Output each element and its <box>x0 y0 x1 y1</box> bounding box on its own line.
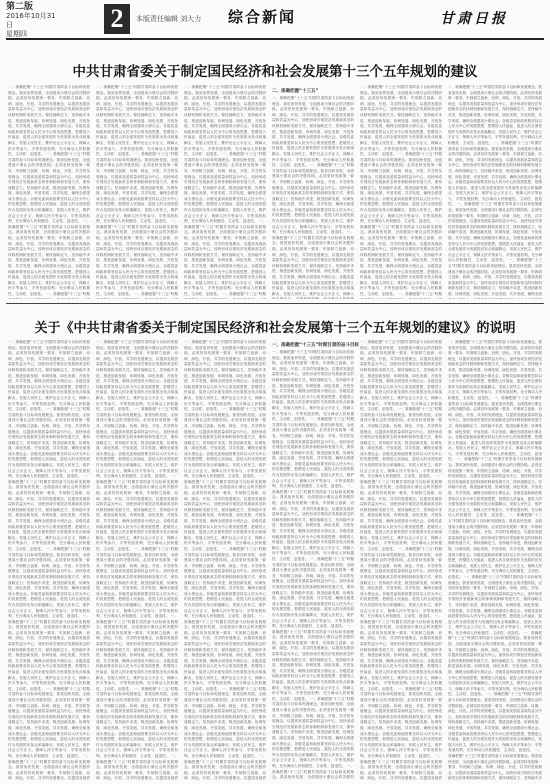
article-divider <box>6 303 544 304</box>
article-column: 一、准确把握“十三五”时期甘肃的奋斗目标和发展理念。我省加快发展、全面建成小康社会的决胜阶段。必须坚持发展第一要务，牢固树立创新、协调、绿色、开放、共享的发展理念，以提高发展质量和效益为中心，加快形成引领经济发展新常态的体制机制和发展方式，保持战略定力，坚持稳中求进，推进创新发展、协调发展、绿色发展、开放发展、共享发展，确保全面建成小康社会。各级党委和政府要坚持以人民为中心的发展思想，把增进人民福祉、促进人的全面发展作为发展的出发点和落脚点，发展人民民主，维护社会公平正义，保障人民平等参与、平等发展权利，充分调动人民积极性、主动性、创造性。 一、准确把握“十三五”时期甘肃的奋斗目标和发展理念。我省加快发展、全面建成小康社会的决胜阶段。必须坚持发展第一要务，牢固树立创新、协调、绿色、开放、共享的发展理念，以提高发展质量和效益为中心，加快形成引领经济发展新常态的体制机制和发展方式，保持战略定力，坚持稳中求进，推进创新发展、协调发展、绿色发展、开放发展、共享发展，确保全面建成小康社会。各级党委和政府要坚持以人民为中心的发展思想，把增进人民福祉、促进人的全面发展作为发展的出发点和落脚点，发展人民民主，维护社会公平正义，保障人民平等参与、平等发展权利，充分调动人民积极性、主动性、创造性。 一、准确把握“十三五”时期甘肃的奋斗目标和发展理念。我省加快发展、全面建成小康社会的决胜阶段。必须坚持发展第一要务，牢固树立创新、协调、绿色、开放、共享的发展理念，以提高发展质量和效益为中心，加快形成引领经济发展新常态的体制机制和发展方式，保持战略定力，坚持稳中求进，推进创新发展、协调发展、绿色发展、开放发展、共享发展，确保全面建成小康社会。各级党委和政府要坚持以人民为中心的发展思想，把增进人民福祉、促进人的全面发展作为发展的出发点和落脚点，发展人民民主，维护社会公平正义，保障人民平等参与、平等发展权利，充分调动人民积极性、主动性、创造性。 一、准确把握“十三五”时期甘肃的奋斗目标和发展理念。我省加快发展、全面建成小康社会的决胜阶段。必须坚持发展第一要务，牢固树立创新、协调、绿色、开放、共享的发展理念，以提高发展质量和效益为中心，加快形成引领经济发展新常态的体制机制和发展方式，保持战略定力，坚持稳中求进，推进创新发展、协调发展、绿色发展、开放发展、共享发展，确保全面建成小康社会。各级党委和政府要坚持以人民为中心的发展思想，把增进人民福祉、促进人的全面发展作为发展的出发点和落脚点，发展人民民主，维护社会公平正义，保障人民平等参与、平等发展权利，充分调动人民积极性、主动性、创造性。 一、准确把握“十三五”时期甘肃的奋斗目标和发展理念。我省加快发展、全面建成小康社会的决胜阶段。必须坚持发展第一要务，牢固树立创新、协调、绿色、开放、共享的发展理念，以提高发展质量和效益为中心，加快形成引领经济发展新常态的体制机制和发展方式，保持战略定力，坚持稳中求进，推进创新发展、协调发展、绿色发展、开放发展、共享发展，确保全面建成小康社会。各级党委和政府要坚持以人民为中心的发展思想，把增进人民福祉、促进人的全面发展作为发展的出发点和落脚点，发展人民民主，维护社会公平正义，保障人民平等参与、平等发展权利，充分调动人民积极性、主动性、创造性。 一、准确把握“十三五”时期甘肃的奋斗目标和发展理念。我省加快发展、全面建成小康社会的决胜阶段。必须坚持发展第一要务，牢固树立创新、协调、绿色、开放、共享的发展理念，以提高发展质量和效益为中心，加快形成引领经济发展新常态的体制机制和发展方式，保持战略定力，坚持稳中求进，推进创新发展、协调发展、绿色发展、开放发展、共享发展，确保全面建成小康社会。各级党委和政府要坚持以人民为中心的发展思想，把增进人民福祉、促进人的全面发展作为发展的出发点和落脚点，发展人民民主，维护社会公平正义，保障人民平等参与、平等发展权利，充分调动人民积极性、主动性、创造性。 一、准确把握“十三五”时期甘肃的奋斗目标和发展理念。我省加快发展、全面建成小康社会的决胜阶段。必须坚持发展第一要务，牢固树立创新、协调、绿色、开放、共享的发展理念，以提高发展质量和效益为中心，加快形成引领经济发展新常态的体制机制和发展方式，保持战略定力，坚持稳中求进，推进创新发展、协调发展、绿色发展、开放发展、共享发展，确保全面建成小康社会。各级党委和政府要坚持以人民为中心的发展思想，把增进人民福祉、促进人的全面发展作为发展的出发点和落脚点，发展人民民主，维护社会公平正义，保障人民平等参与、平等发展权利，充分调动人民积极性、主动性、创造性。 一、准确把握“十三五”时期甘肃的奋斗目标和发展理念。我省加快发展、全面建成小康社会的决胜阶段。必须坚持发展第一要务，牢固树立创新、协调、绿色、开放、共享的发展理念，以提高发展质量和效益为中心，加快形成引领经济发展新常态的体制机制和发展方式，保持战略定力，坚持稳中求 <box>448 340 542 780</box>
article-column: 一、准确把握“十三五”时期甘肃的奋斗目标和发展理念。我省加快发展、全面建成小康社会的决胜阶段。必须坚持发展第一要务，牢固树立创新、协调、绿色、开放、共享的发展理念，以提高发展质量和效益为中心，加快形成引领经济发展新常态的体制机制和发展方式，保持战略定力，坚持稳中求进，推进创新发展、协调发展、绿色发展、开放发展、共享发展，确保全面建成小康社会。各级党委和政府要坚持以人民为中心的发展思想，把增进人民福祉、促进人的全面发展作为发展的出发点和落脚点，发展人民民主，维护社会公平正义，保障人民平等参与、平等发展权利，充分调动人民积极性、主动性、创造性。 一、准确把握“十三五”时期甘肃的奋斗目标和发展理念。我省加快发展、全面建成小康社会的决胜阶段。必须坚持发展第一要务，牢固树立创新、协调、绿色、开放、共享的发展理念，以提高发展质量和效益为中心，加快形成引领经济发展新常态的体制机制和发展方式，保持战略定力，坚持稳中求进，推进创新发展、协调发展、绿色发展、开放发展、共享发展，确保全面建成小康社会。各级党委和政府要坚持以人民为中心的发展思想，把增进人民福祉、促进人的全面发展作为发展的出发点和落脚点，发展人民民主，维护社会公平正义，保障人民平等参与、平等发展权利，充分调动人民积极性、主动性、创造性。 一、准确把握“十三五”时期甘肃的奋斗目标和发展理念。我省加快发展、全面建成小康社会的决胜阶段。必须坚持发展第一要务，牢固树立创新、协调、绿色、开放、共享的发展理念，以提高发展质量和效益为中心，加快形成引领经济发展新常态的体制机制和发展方式，保持战略定力，坚持稳中求进，推进创新发展、协调发展、绿色发展、开放发展、共享发展，确保全面建成小康社会。各级党委和政府要坚持以人民为中心的发展思想，把增进人民福祉、促进人的全面发展作为发展的出发点和落脚点，发展人民民主，维护社会公平正义，保障人民平等参与、平等发展权利，充分调动人民积极性、主动性、创造性。 一、准确把握“十三五”时期甘肃的奋斗目标和发展理念。我省加快发展、全面建成小康社会的决胜阶段。必须坚持发展第一要务，牢固树立创新、协调、绿色、开放、共享的发展理念，以提高发展质量和效益为中心，加快形成引领经济发展新常态的体制机制和发展方式，保持战略定力，坚持稳中求进，推进创新发展、协调发展、绿色发展、开放发展、共享发展，确保全面建成小康社会。各级党委和政府要坚持以人民为中心的发展思想，把增进人民福祉、促进人的全面发展作为发展的出发点和落脚点，发展人民民主，维护社会公平正义，保障人民平等参与、平等发展权利，充分调动人民积极性、主动性、创造性。 一、准确把握“十三五”时期甘肃的奋斗目标和发展理念。我省加快发展、全面建成小康社会的决胜阶段。必须坚持发展第一要务，牢固树立创新、协调、绿色、开放、共享的发展理念，以提高发展质量和效益为中心，加快形成引领经济发展新常态的体制机制和发展方式，保持战略定力，坚持稳中求进，推进创新发展、协调发展、绿色发展、开放发展、共享发展，确保全面建成小康社会。各级党委和政府要坚持以人民为中心的发展思想，把增进人民福祉、促进人的全面发展作为发展的出发点和落脚点，发展人民民主，维护社会公平正义，保障人民平等参与、平等发展权利，充分调动人民积极性、主动性、创造性。 一、准确把握“十三五”时期甘肃的奋斗目标和发展理念。我省加快发展、全面建成小康社会的决胜阶段。必须坚持发展第一要务，牢固树立创新、协调、绿色、开放、共享的发展理念，以提高发展质量和效益为中心，加快形成引领经济发展新常态的体制机制和发展方式，保持战略定力，坚持稳中求进，推进创新发展、协调发展、绿色发展、开放发展、共享发展，确保全面建成小康社会。各级党委和政府要坚持以人民为中心的发展思想，把增进人民福祉、促进人的全面发展作为发展的出发点和落脚点，发展人民民主，维护社会公平正义，保障人民平等参与、平等发展权利，充分调动人民积极性、主动性、创造性。 一、准确把握“十三五”时期甘肃的奋斗目标和发展理念。我省加快发展、全面建成小康社会的决胜阶 <box>272 350 354 780</box>
masthead <box>0 0 550 42</box>
issue-date: 2016年10月31日 <box>6 12 56 29</box>
second-headline: 关于《中共甘肃省委关于制定国民经济和社会发展第十三个五年规划的建议》的说明 <box>34 321 516 336</box>
article-column: 一、准确把握“十三五”时期甘肃的奋斗目标和发展理念。我省加快发展、全面建成小康社会的决胜阶段。必须坚持发展第一要务，牢固树立创新、协调、绿色、开放、共享的发展理念，以提高发展质量和效益为中心，加快形成引领经济发展新常态的体制机制和发展方式，保持战略定力，坚持稳中求进，推进创新发展、协调发展、绿色发展、开放发展、共享发展，确保全面建成小康社会。各级党委和政府要坚持以人民为中心的发展思想，把增进人民福祉、促进人的全面发展作为发展的出发点和落脚点，发展人民民主，维护社会公平正义，保障人民平等参与、平等发展权利，充分调动人民积极性、主动性、创造性。 一、准确把握“十三五”时期甘肃的奋斗目标和发展理念。我省加快发展、全面建成小康社会的决胜阶段。必须坚持发展第一要务，牢固树立创新、协调、绿色、开放、共享的发展理念，以提高发展质量和效益为中心，加快形成引领经济发展新常态的体制机制和发展方式，保持战略定力，坚持稳中求进，推进创新发展、协调发展、绿色发展、开放发展、共享发展，确保全面建成小康社会。各级党委和政府要坚持以人民为中心的发展思想，把增进人民福祉、促进人的全面发展作为发展的出发点和落脚点，发展人民民主，维护社会公平正义，保障人民平等参与、平等发展权利，充分调动人民积极性、主动性、创造性。 一、准确把握“十三五”时期甘肃的奋斗目标和发展理念。我省加快发展、全面建成小康社会的决胜阶段。必须坚持发展第一要务，牢固树立创新、协调、绿色、开放、共享的发展理念，以提高发展质量和效益为中心，加快形成引领经济发展新常态的体制机制和发展方式，保持战略定力，坚持稳中求进，推进创新发展、协调发展、绿色发展、开放发展、共享发展，确保全面建成小康社会。各级党委和政府要坚持以人民为中心的发展思想，把增进人民福祉、促进人的全面发展作为发展的出发点和落脚点，发展人民民主，维护社会公平正义，保障人民平等参与、平等发展权利，充分调动人民积极性、主动性、创造性。 一、准确把握“十三五”时期甘肃的奋斗目标和发展理念。我省加快发展、全面建成小康社会的决胜阶段。必须坚持发展第一要务，牢固树立创新、协调、绿色、开放、共享的发展理念，以提高发展质量和效益为中心，加快形成引领经济发展新常态的体制机制和发展方式，保持战略定力，坚持稳中求进，推进创新发展、协调发展、绿色发展、开放发展、共享发展，确保全面 <box>448 85 542 296</box>
article-column: 一、准确把握“十三五”时期甘肃的奋斗目标和发展理念。我省加快发展、全面建成小康社会的决胜阶段。必须坚持发展第一要务，牢固树立创新、协调、绿色、开放、共享的发展理念，以提高发展质量和效益为中心，加快形成引领经济发展新常态的体制机制和发展方式，保持战略定力，坚持稳中求进，推进创新发展、协调发展、绿色发展、开放发展、共享发展，确保全面建成小康社会。各级党委和政府要坚持以人民为中心的发展思想，把增进人民福祉、促进人的全面发展作为发展的出发点和落脚点，发展人民民主，维护社会公平正义，保障人民平等参与、平等发展权利，充分调动人民积极性、主动性、创造性。 一、准确把握“十三五”时期甘肃的奋斗目标和发展理念。我省加快发展、全面建成小康社会的决胜阶段。必须坚持发展第一要务，牢固树立创新、协调、绿色、开放、共享的发展理念，以提高发展质量和效益为中心，加快形成引领经济发展新常态的体制机制和发展方式，保持战略定力，坚持稳中求进，推进创新发展、协调发展、绿色发展、开放发展、共享发展，确保全面建成小康社会。各级党委和政府要坚持以人民为中心的发展思想，把增进人民福祉、促进人的全面发展作为发展的出发点和落脚点，发展人民民主，维护社会公平正义，保障人民平等参与、平等发展权利，充分调动人民积极性、主动性、创造性。 一、准确把握“十三五”时期甘肃的奋斗目标和发展理念。我省加快发展、全面建成小康社会的决胜阶段。必须坚持发展第一要务，牢固树立创新、协调、绿色、开放、共享的发展理念，以提高发展质量和效益为中心，加快形成引领经济发展新常态的体制机制和发展方式，保持战略定力，坚持稳中求进，推进创新发展、协调发展、绿色发展、开放发展、共享发展，确保全面建成小康社会。各级党委和政府要坚持以人民为中心的发展思想，把增进人民福祉、促进人的全面发展作为发展的出发点和落脚点，发展人民民主，维护社会公平正义，保障人民平等参与、平等发展权利，充分调动人民积极性、主动性、创造性。 一、准确把握“十三五”时期甘肃的奋斗目标和发展理念。我省加快发展、全面建成小康社会的决胜阶段。必须坚持发展第一要务，牢固树立创新、协调、绿色、开放、共享的发展理念，以提高发展质量和效益为中心，加快形成引领经济发展新常态的体制机制和发展方式，保持战略定力，坚持稳中求进，推进创新发展、协调发展、绿色发展、开放发展、共享发展，确保全面建成小康社会。各级党委和政府要坚持以人民为中心的发展思想，把增进人民福祉、促进人的全面发展作为发展的出发点和落脚点，发展人民民主，维护社会公平正义，保障人民平等参与、平等发展权利，充分调动人民积极性、主动性、创造性。 一、准确把握“十三五”时期甘肃的奋斗目标和发展理念。我省加快发展、全面建成小康社会的决胜阶段。必须坚持发展第一要务，牢固树立创新、协调、绿色、开放、共享的发展理念，以提高发展质量和效益为中心，加快形成引领经济发展新常态的体制机制和发展方式，保持战略定力，坚持稳中求进，推进创新发展、协调发展、绿色发展、开放发展、共享发展，确保全面建成小康社会。各级党委和政府要坚持以人民为中心的发展思想，把增进人民福祉、促进人的全面发展作为发展的出发点和落脚点，发展人民民主，维护社会公平正义，保障人民平等参与、平等发展权利，充分调动人民积极性、主动性、创造性。 一、准确把握“十三五”时期甘肃的奋斗目标和发展理念。我省加快发展、全面建成小康社会的决胜阶段。必须坚持发展第一要务，牢固树立创新、协调、绿色、开放、共享的发展理念，以提高发展质量和效益为中心，加快形成引领经济发展新常态的体制机制和发展方式，保持战略定力，坚持稳中求进，推进创新发展、协调发展、绿色发展、开放发展、共享发展，确保全面建成小康社会。各级党委和政府要坚持以人民为中心的发展思想，把增进人民福祉、促进人的全面发展作为发展的出发点和落脚点，发展人民民主，维护社会公平正义，保障人民平等参与、平等发展权利，充分调动人民积极性、主动性、创造性。 一、准确把握“十三五”时期甘肃的奋斗目标和发展理念。我省加快发展、全面建成小康社会的决胜阶段。必须坚持发展第一要务，牢固树立创新、协调、绿色、开放、共享的发展理念，以提高发展质 <box>8 340 90 780</box>
article-column: 一、准确把握“十三五”时期甘肃的奋斗目标和发展理念。我省加快发展、全面建成小康社会的决胜阶段。必须坚持发展第一要务，牢固树立创新、协调、绿色、开放、共享的发展理念，以提高发展质量和效益为中心，加快形成引领经济发展新常态的体制机制和发展方式，保持战略定力，坚持稳中求进，推进创新发展、协调发展、绿色发展、开放发展、共享发展，确保全面建成小康社会。各级党委和政府要坚持以人民为中心的发展思想，把增进人民福祉、促进人的全面发展作为发展的出发点和落脚点，发展人民民主，维护社会公平正义，保障人民平等参与、平等发展权利，充分调动人民积极性、主动性、创造性。 一、准确把握“十三五”时期甘肃的奋斗目标和发展理念。我省加快发展、全面建成小康社会的决胜阶段。必须坚持发展第一要务，牢固树立创新、协调、绿色、开放、共享的发展理念，以提高发展质量和效益为中心，加快形成引领经济发展新常态的体制机制和发展方式，保持战略定力，坚持稳中求进，推进创新发展、协调发展、绿色发展、开放发展、共享发展，确保全面建成小康社会。各级党委和政府要坚持以人民为中心的发展思想，把增进人民福祉、促进人的全面发展作为发展的出发点和落脚点，发展人民民主，维护社会公平正义，保障人民平等参与、平等发展权利，充分调动人民积极性、主动性、创造性。 一、准确把握“十三五”时期甘肃的奋斗目标和发展理念。我省加快发展、全面建成小康社会的决胜阶段。必须坚持发展第一要务，牢固树立创新、协调、绿色、开放、共享的发展理念，以提高发展质量和效益为中心，加快形成引领经济发展新常态的体制机制和发展方式，保持战略定力，坚持稳中求进，推进创新发展、协调发展、绿色发展、开放发展、共享发展，确保全面建成小康社会。各级党委和政府要坚持以人民为中心的发展思想，把增进人民福祉、促进人的全面发展作为发展的出发点和落脚点，发展人民民主，维护社会公平正义，保障人 <box>272 96 354 296</box>
page-number-box: 2 <box>104 4 130 34</box>
main-headline: 中共甘肃省委关于制定国民经济和社会发展第十三个五年规划的建议 <box>72 64 478 80</box>
issue-weekday: 星期四 <box>6 30 27 38</box>
header-rule <box>6 38 544 40</box>
article-column: 一、准确把握“十三五”时期甘肃的奋斗目标和发展理念。我省加快发展、全面建成小康社会的决胜阶段。必须坚持发展第一要务，牢固树立创新、协调、绿色、开放、共享的发展理念，以提高发展质量和效益为中心，加快形成引领经济发展新常态的体制机制和发展方式，保持战略定力，坚持稳中求进，推进创新发展、协调发展、绿色发展、开放发展、共享发展，确保全面建成小康社会。各级党委和政府要坚持以人民为中心的发展思想，把增进人民福祉、促进人的全面发展作为发展的出发点和落脚点，发展人民民主，维护社会公平正义，保障人民平等参与、平等发展权利，充分调动人民积极性、主动性、创造性。 一、准确把握“十三五”时期甘肃的奋斗目标和发展理念。我省加快发展、全面建成小康社会的决胜阶段。必须坚持发展第一要务，牢固树立创新、协调、绿色、开放、共享的发展理念，以提高发展质量和效益为中心，加快形成引领经济发展新常态的体制机制和发展方式，保持战略定力，坚持稳中求进，推进创新发展、协调发展、绿色发展、开放发展、共享发展，确保全面建成小康社会。各级党委和政府要坚持以人民为中心的发展思想，把增进人民福祉、促进人的全面发展作为发展的出发点和落脚点，发展人民民主，维护社会公平正义，保障人民平等参与、平等发展权利，充分调动人民积极性、主动性、创造性。 一、准确把握“十三五”时期甘肃的奋斗目标和发展理念。我省加快发展、全面建成小康社会的决胜阶段。必须坚持发展第一要务，牢固树立创新、协调、绿色、开放、共享的发展理念，以提高发展质量和效益为中心，加快形成引领经济发展新常态的体制机制和发展方式，保持战略定力，坚持稳中求进，推进创新发展、协调发展、绿色发展、开放发展、共享发展，确保全面建成小康社会。各级党委和政府要坚持以人民为中心的发展思想，把增进人民福祉、促进人的全面发展作为发展的出发点和落脚点，发展人民民主，维护社会公平正义，保障人民平等参与、平等发展权利，充分调动人民积极性、主动性、创造性。 一、准确把握“十三五”时期甘肃的奋斗目标和发展理念。我省加快发展、全面建成小康社会的决胜阶段。必须坚持发展第一要务，牢固树立创新、协调、绿色、开放、共享的发展理念，以提高发展质量和效益为中心，加快形成引领经济发展新常态的体制机制和发展方式，保持战略定力，坚持稳中求进，推进创新发展、协调发展、绿色发展、开放发展、共享发展，确保全面建成小康社会。各级党委和政府要坚持以人民为中心的发展思想，把增进人民福祉、促进人的全面发展作为发展的出发点和落脚点，发展人民民主，维护社会公平正义，保障人民平等参与、平等发展权利，充分调动人民积极性、主动性、创造性。 一、准确把握“十三五”时期甘肃的奋斗目标和发展理念。我省加快发展、全面建成小康社会的决胜阶段。必须坚持发展第一要务，牢固树立创新、协调、绿色、开放、共享的发展理念，以提高发展质量和效益为中心，加快形成引领经济发展新常态的体制机制和发展方式，保持战略定力，坚持稳中求进，推进创新发展、协调发展、绿色发展、开放发展、共享发展，确保全面建成小康社会。各级党委和政府要坚持以人民为中心的发展思想，把增进人民福祉、促进人的全面发展作为发展的出发点和落脚点，发展人民民主，维护社会公平正义，保障人民平等参与、平等发展权利，充分调动人民积极性、主动性、创造性。 一、准确把握“十三五”时期甘肃的奋斗目标和发展理念。我省加快发展、全面建成小康社会的决胜阶段。必须坚持发展第一要务，牢固树立创新、协调、绿色、开放、共享的发展理念，以提高发展质量和效益为中心，加快形成引领经济发展新常态的体制机制和发展方式，保持战略定力，坚持稳中求进，推进创新发展、协调发展、绿色发展、开放发展、共享发展，确保全面建成小康社会。各级党委和政府要坚持以人民为中心的发展思想，把增进人民福祉、促进人的全面发展作为发展的出发点和落脚点，发展人民民主，维护社会公平正义，保障人民平等参与、平等发展权利，充分调动人民积极性、主动性、创造性。 一、准确把握“十三五”时期甘肃的奋斗目标和发展理念。我省加快发展、全面建成小康社会的决胜阶段。必须坚持发展第一要务，牢固树立创新、协调、绿色、开放、共享的发展理念，以提高发展质 <box>360 340 442 780</box>
article-column: 一、准确把握“十三五”时期甘肃的奋斗目标和发展理念。我省加快发展、全面建成小康社会的决胜阶段。必须坚持发展第一要务，牢固树立创新、协调、绿色、开放、共享的发展理念，以提高发展质量和效益为中心，加快形成引领经济发展新常态的体制机制和发展方式，保持战略定力，坚持稳中求进，推进创新发展、协调发展、绿色发展、开放发展、共享发展，确保全面建成小康社会。各级党委和政府要坚持以人民为中心的发展思想，把增进人民福祉、促进人的全面发展作为发展的出发点和落脚点，发展人民民主，维护社会公平正义，保障人民平等参与、平等发展权利，充分调动人民积极性、主动性、创造性。 一、准确把握“十三五”时期甘肃的奋斗目标和发展理念。我省加快发展、全面建成小康社会的决胜阶段。必须坚持发展第一要务，牢固树立创新、协调、绿色、开放、共享的发展理念，以提高发展质量和效益为中心，加快形成引领经济发展新常态的体制机制和发展方式，保持战略定力，坚持稳中求进，推进创新发展、协调发展、绿色发展、开放发展、共享发展，确保全面建成小康社会。各级党委和政府要坚持以人民为中心的发展思想，把增进人民福祉、促进人的全面发展作为发展的出发点和落脚点，发展人民民主，维护社会公平正义，保障人民平等参与、平等发展权利，充分调动人民积极性、主动性、创造性。 一、准确把握“十三五”时期甘肃的奋斗目标和发展理念。我省加快发展、全面建成小康社会的决胜阶段。必须坚持发展第一要务，牢固树立创新、协调、绿色、开放、共享的发展理念，以提高发展质量和效益为中心，加快形成引领经济发展新常态的体制机制和发展方式，保持战略定力，坚持稳中求进，推进创新发展、协调发展、绿色发展、开放发展、共享发展，确保全面建成小康社会。各级党委和政府要坚持以人民为中心的发展思想，把增进人民福祉、促进人的全面发展作为发展的出发点和落脚点，发展人民民主，维护社会公平正义，保障人民平等参与、平等发展权利，充分调动人民积极性、主动性、创造性。 一、准确把握“十三五”时期甘肃的奋斗目标和发展理念。我省加快发展、全面建成小康社会的决胜阶段。必须坚持发展第一要务，牢固树立创新、协调、绿色、开放、共享的发展理念，以提高发展质量和效益为中心，加快形成引领经济发展新常态的体制机制和发展方式，保持战略定力，坚持稳中求进，推进创新发展、协调发展、绿色发展、开放发展、共享发展，确保全面建成小康社会。各级党委和政府要坚持以人民为中心的发展思想，把增进人民福祉、促进人的全面发展作为发展的出发点和落脚点，发展人民民主，维护社会公平正义，保障人民平等参与、平等发展权利，充分调动人民积极性、主动性、创造性。 一、准确把握“十三五”时期甘肃的奋斗目标和发展理念。我省加快发展、全面建成小康社会的决胜阶段。必须坚持发展第一要务，牢固树立创新、协调、绿色、开放、共享的发展理念，以提高发展质量和效益为中心，加快形成引领经济发展新常态的体制机制和发展方式，保持战略定力，坚持稳中求进，推进创新发展、协调发展、绿色发展、开放发展、共享发展，确保全面建成小康社会。各级党委和政府要坚持以人民为中心的发展思想，把增进人民福祉、促进人的全面发展作为发展的出发点和落脚点，发展人民民主，维护社会公平正义，保障人民平等参与、平等发展权利，充分调动人民积极性、主动性、创造性。 一、准确把握“十三五”时期甘肃的奋斗目标和发展理念。我省加快发展、全面建成小康社会的决胜阶段。必须坚持发展第一要务，牢固树立创新、协调、绿色、开放、共享的发展理念，以提高发展质量和效益为中心，加快形成引领经济发展新常态的体制机制和发展方式，保持战略定力，坚持稳中求进，推进创新发展、协调发展、绿色发展、开放发展、共享发展，确保全面建成小康社会。各级党委和政府要坚持以人民为中心的发展思想，把增进人民福祉、促进人的全面发展作为发展的出发点和落脚点，发展人民民主，维护社会公平正义，保障人民平等参与、平等发展权利，充分调动人民积极性、主动性、创造性。 一、准确把握“十三五”时期甘肃的奋斗目标和发展理念。我省加快发展、全面建成小康社会的决胜阶段。必须坚持发展第一要务，牢固树立创新、协调、绿色、开放、共享的发展理念，以提高发展质 <box>184 340 266 780</box>
article-column: 一、准确把握“十三五”时期甘肃的奋斗目标和发展理念。我省加快发展、全面建成小康社会的决胜阶段。必须坚持发展第一要务，牢固树立创新、协调、绿色、开放、共享的发展理念，以提高发展质量和效益为中心，加快形成引领经济发展新常态的体制机制和发展方式，保持战略定力，坚持稳中求进，推进创新发展、协调发展、绿色发展、开放发展、共享发展，确保全面建成小康社会。各级党委和政府要坚持以人民为中心的发展思想，把增进人民福祉、促进人的全面发展作为发展的出发点和落脚点，发展人民民主，维护社会公平正义，保障人民平等参与、平等发展权利，充分调动人民积极性、主动性、创造性。 一、准确把握“十三五”时期甘肃的奋斗目标和发展理念。我省加快发展、全面建成小康社会的决胜阶段。必须坚持发展第一要务，牢固树立创新、协调、绿色、开放、共享的发展理念，以提高发展质量和效益为中心，加快形成引领经济发展新常态的体制机制和发展方式，保持战略定力，坚持稳中求进，推进创新发展、协调发展、绿色发展、开放发展、共享发展，确保全面建成小康社会。各级党委和政府要坚持以人民为中心的发展思想，把增进人民福祉、促进人的全面发展作为发展的出发点和落脚点，发展人民民主，维护社会公平正义，保障人民平等参与、平等发展权利，充分调动人民积极性、主动性、创造性。 一、准确把握“十三五”时期甘肃的奋斗目标和发展理念。我省加快发展、全面建成小康社会的决胜阶段。必须坚持发展第一要务，牢固树立创新、协调、绿色、开放、共享的发展理念，以提高发展质量和效益为中心，加快形成引领经济发展新常态的体制机制和发展方式，保持战略定力，坚持稳中求进，推进创新发展、协调发展、绿色发展、开放发展、共享发展，确保全面建成小康社会。各级党委和政府要坚持以人民为中心的发展思想，把增进人民福祉、促进人的全面发展作为发展的出发点和落脚点，发展人民民主，维护社会公平正义，保障人民平等参与、平等发展权利，充分调动人民积极性、主动性、创造性。 一、准确把握“十三五”时期 <box>360 85 442 296</box>
editor-credit: 本版责任编辑 刘大力 <box>136 15 202 23</box>
section-subhead: 一、准确把握“十三五”时期甘肃的奋斗目标 <box>272 343 359 348</box>
edition-info <box>6 3 58 39</box>
article-column: 一、准确把握“十三五”时期甘肃的奋斗目标和发展理念。我省加快发展、全面建成小康社会的决胜阶段。必须坚持发展第一要务，牢固树立创新、协调、绿色、开放、共享的发展理念，以提高发展质量和效益为中心，加快形成引领经济发展新常态的体制机制和发展方式，保持战略定力，坚持稳中求进，推进创新发展、协调发展、绿色发展、开放发展、共享发展，确保全面建成小康社会。各级党委和政府要坚持以人民为中心的发展思想，把增进人民福祉、促进人的全面发展作为发展的出发点和落脚点，发展人民民主，维护社会公平正义，保障人民平等参与、平等发展权利，充分调动人民积极性、主动性、创造性。 一、准确把握“十三五”时期甘肃的奋斗目标和发展理念。我省加快发展、全面建成小康社会的决胜阶段。必须坚持发展第一要务，牢固树立创新、协调、绿色、开放、共享的发展理念，以提高发展质量和效益为中心，加快形成引领经济发展新常态的体制机制和发展方式，保持战略定力，坚持稳中求进，推进创新发展、协调发展、绿色发展、开放发展、共享发展，确保全面建成小康社会。各级党委和政府要坚持以人民为中心的发展思想，把增进人民福祉、促进人的全面发展作为发展的出发点和落脚点，发展人民民主，维护社会公平正义，保障人民平等参与、平等发展权利，充分调动人民积极性、主动性、创造性。 一、准确把握“十三五”时期甘肃的奋斗目标和发展理念。我省加快发展、全面建成小康社会的决胜阶段。必须坚持发展第一要务，牢固树立创新、协调、绿色、开放、共享的发展理念，以提高发展质量和效益为中心，加快形成引领经济发展新常态的体制机制和发展方式，保持战略定力，坚持稳中求进，推进创新发展、协调发展、绿色发展、开放发展、共享发展，确保全面建成小康社会。各级党委和政府要坚持以人民为中心的发展思想，把增进人民福祉、促进人的全面发展作为发展的出发点和落脚点，发展人民民主，维护社会公平正义，保障人民平等参与、平等发展权利，充分调动人民积极性、主动性、创造性。 一、准确把握“十三五”时期 <box>96 85 178 296</box>
section-title: 综合新闻 <box>228 8 297 26</box>
article-column: 一、准确把握“十三五”时期甘肃的奋斗目标和发展理念。我省加快发展、全面建成小康社会的决胜阶段。必须坚持发展第一要务，牢固树立创新、协调、绿色、开放、共享的发展理念，以提高发展质量和效益为中心，加快形成引领经济发展新常态的体制机制和发展方式，保持战略定力，坚持稳中求进，推进创新发展、协调发展、绿色发展、开放发展、共享发展，确保全面建成小康社会。各级党委和政府要坚持以人民为中心的发展思想，把增进人民福祉、促进人的全面发展作为发展的出发点和落脚点，发展人民民主，维护社会公平正义，保障人民平等参与、平等发展权利，充分调动人民积极性、主动性、创造性。 一、准确把握“十三五”时期甘肃的奋斗目标和发展理念。我省加快发展、全面建成小康社会的决胜阶段。必须坚持发展第一要务，牢固树立创新、协调、绿色、开放、共享的发展理念，以提高发展质量和效益为中心，加快形成引领经济发展新常态的体制机制和发展方式，保持战略定力，坚持稳中求进，推进创新发展、协调发展、绿色发展、开放发展、共享发展，确保全面建成小康社会。各级党委和政府要坚持以人民为中心的发展思想，把增进人民福祉、促进人的全面发展作为发展的出发点和落脚点，发展人民民主，维护社会公平正义，保障人民平等参与、平等发展权利，充分调动人民积极性、主动性、创造性。 一、准确把握“十三五”时期甘肃的奋斗目标和发展理念。我省加快发展、全面建成小康社会的决胜阶段。必须坚持发展第一要务，牢固树立创新、协调、绿色、开放、共享的发展理念，以提高发展质量和效益为中心，加快形成引领经济发展新常态的体制机制和发展方式，保持战略定力，坚持稳中求进，推进创新发展、协调发展、绿色发展、开放发展、共享发展，确保全面建成小康社会。各级党委和政府要坚持以人民为中心的发展思想，把增进人民福祉、促进人的全面发展作为发展的出发点和落脚点，发展人民民主，维护社会公平正义，保障人民平等参与、平等发展权利，充分调动人民积极性、主动性、创造性。 一、准确把握“十三五”时期 <box>8 85 90 296</box>
article-column: 一、准确把握“十三五”时期甘肃的奋斗目标和发展理念。我省加快发展、全面建成小康社会的决胜阶段。必须坚持发展第一要务，牢固树立创新、协调、绿色、开放、共享的发展理念，以提高发展质量和效益为中心，加快形成引领经济发展新常态的体制机制和发展方式，保持战略定力，坚持稳中求进，推进创新发展、协调发展、绿色发展、开放发展、共享发展，确保全面建成小康社会。各级党委和政府要坚持以人民为中心的发展思想，把增进人民福祉、促进人的全面发展作为发展的出发点和落脚点，发展人民民主，维护社会公平正义，保障人民平等参与、平等发展权利，充分调动人民积极性、主动性、创造性。 一、准确把握“十三五”时期甘肃的奋斗目标和发展理念。我省加快发展、全面建成小康社会的决胜阶段。必须坚持发展第一要务，牢固树立创新、协调、绿色、开放、共享的发展理念，以提高发展质量和效益为中心，加快形成引领经济发展新常态的体制机制和发展方式，保持战略定力，坚持稳中求进，推进创新发展、协调发展、绿色发展、开放发展、共享发展，确保全面建成小康社会。各级党委和政府要坚持以人民为中心的发展思想，把增进人民福祉、促进人的全面发展作为发展的出发点和落脚点，发展人民民主，维护社会公平正义，保障人民平等参与、平等发展权利，充分调动人民积极性、主动性、创造性。 一、准确把握“十三五”时期甘肃的奋斗目标和发展理念。我省加快发展、全面建成小康社会的决胜阶段。必须坚持发展第一要务，牢固树立创新、协调、绿色、开放、共享的发展理念，以提高发展质量和效益为中心，加快形成引领经济发展新常态的体制机制和发展方式，保持战略定力，坚持稳中求进，推进创新发展、协调发展、绿色发展、开放发展、共享发展，确保全面建成小康社会。各级党委和政府要坚持以人民为中心的发展思想，把增进人民福祉、促进人的全面发展作为发展的出发点和落脚点，发展人民民主，维护社会公平正义，保障人民平等参与、平等发展权利，充分调动人民积极性、主动性、创造性。 一、准确把握“十三五”时期 <box>184 85 266 296</box>
section-subhead: 二、准确把握“十三五” <box>272 89 319 94</box>
paper-logo: 甘肃日报 <box>440 11 508 27</box>
edition-number: 第二版 <box>6 2 34 12</box>
article-column: 一、准确把握“十三五”时期甘肃的奋斗目标和发展理念。我省加快发展、全面建成小康社会的决胜阶段。必须坚持发展第一要务，牢固树立创新、协调、绿色、开放、共享的发展理念，以提高发展质量和效益为中心，加快形成引领经济发展新常态的体制机制和发展方式，保持战略定力，坚持稳中求进，推进创新发展、协调发展、绿色发展、开放发展、共享发展，确保全面建成小康社会。各级党委和政府要坚持以人民为中心的发展思想，把增进人民福祉、促进人的全面发展作为发展的出发点和落脚点，发展人民民主，维护社会公平正义，保障人民平等参与、平等发展权利，充分调动人民积极性、主动性、创造性。 一、准确把握“十三五”时期甘肃的奋斗目标和发展理念。我省加快发展、全面建成小康社会的决胜阶段。必须坚持发展第一要务，牢固树立创新、协调、绿色、开放、共享的发展理念，以提高发展质量和效益为中心，加快形成引领经济发展新常态的体制机制和发展方式，保持战略定力，坚持稳中求进，推进创新发展、协调发展、绿色发展、开放发展、共享发展，确保全面建成小康社会。各级党委和政府要坚持以人民为中心的发展思想，把增进人民福祉、促进人的全面发展作为发展的出发点和落脚点，发展人民民主，维护社会公平正义，保障人民平等参与、平等发展权利，充分调动人民积极性、主动性、创造性。 一、准确把握“十三五”时期甘肃的奋斗目标和发展理念。我省加快发展、全面建成小康社会的决胜阶段。必须坚持发展第一要务，牢固树立创新、协调、绿色、开放、共享的发展理念，以提高发展质量和效益为中心，加快形成引领经济发展新常态的体制机制和发展方式，保持战略定力，坚持稳中求进，推进创新发展、协调发展、绿色发展、开放发展、共享发展，确保全面建成小康社会。各级党委和政府要坚持以人民为中心的发展思想，把增进人民福祉、促进人的全面发展作为发展的出发点和落脚点，发展人民民主，维护社会公平正义，保障人民平等参与、平等发展权利，充分调动人民积极性、主动性、创造性。 一、准确把握“十三五”时期甘肃的奋斗目标和发展理念。我省加快发展、全面建成小康社会的决胜阶段。必须坚持发展第一要务，牢固树立创新、协调、绿色、开放、共享的发展理念，以提高发展质量和效益为中心，加快形成引领经济发展新常态的体制机制和发展方式，保持战略定力，坚持稳中求进，推进创新发展、协调发展、绿色发展、开放发展、共享发展，确保全面建成小康社会。各级党委和政府要坚持以人民为中心的发展思想，把增进人民福祉、促进人的全面发展作为发展的出发点和落脚点，发展人民民主，维护社会公平正义，保障人民平等参与、平等发展权利，充分调动人民积极性、主动性、创造性。 一、准确把握“十三五”时期甘肃的奋斗目标和发展理念。我省加快发展、全面建成小康社会的决胜阶段。必须坚持发展第一要务，牢固树立创新、协调、绿色、开放、共享的发展理念，以提高发展质量和效益为中心，加快形成引领经济发展新常态的体制机制和发展方式，保持战略定力，坚持稳中求进，推进创新发展、协调发展、绿色发展、开放发展、共享发展，确保全面建成小康社会。各级党委和政府要坚持以人民为中心的发展思想，把增进人民福祉、促进人的全面发展作为发展的出发点和落脚点，发展人民民主，维护社会公平正义，保障人民平等参与、平等发展权利，充分调动人民积极性、主动性、创造性。 一、准确把握“十三五”时期甘肃的奋斗目标和发展理念。我省加快发展、全面建成小康社会的决胜阶段。必须坚持发展第一要务，牢固树立创新、协调、绿色、开放、共享的发展理念，以提高发展质量和效益为中心，加快形成引领经济发展新常态的体制机制和发展方式，保持战略定力，坚持稳中求进，推进创新发展、协调发展、绿色发展、开放发展、共享发展，确保全面建成小康社会。各级党委和政府要坚持以人民为中心的发展思想，把增进人民福祉、促进人的全面发展作为发展的出发点和落脚点，发展人民民主，维护社会公平正义，保障人民平等参与、平等发展权利，充分调动人民积极性、主动性、创造性。 一、准确把握“十三五”时期甘肃的奋斗目标和发展理念。我省加快发展、全面建成小康社会的决胜阶段。必须坚持发展第一要务，牢固树立创新、协调、绿色、开放、共享的发展理念，以提高发展质 <box>96 340 178 780</box>
